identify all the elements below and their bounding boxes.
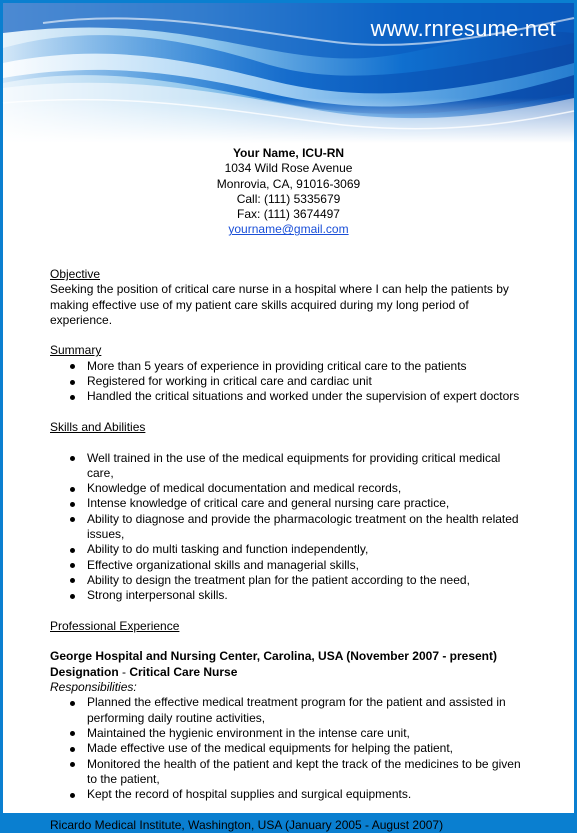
email-link[interactable]: yourname@gmail.com [228, 222, 349, 237]
site-url[interactable]: www.rnresume.net [370, 16, 556, 41]
responsibilities-list [50, 695, 530, 802]
list-item: Handled the critical situations and worked under the supervision of expert doctors [87, 389, 530, 404]
responsibilities-label: Responsibilities: [50, 680, 137, 695]
summary-heading: Summary [50, 343, 102, 358]
list-item: Ability to do multi tasking and function independently, [87, 542, 530, 557]
list-item: Ability to design the treatment plan for the patient according to the need, [87, 573, 530, 588]
objective-heading: Objective [50, 267, 101, 281]
job-designation-line [50, 665, 530, 680]
experience-heading: Professional Experience [50, 618, 180, 633]
list-item: Ability to diagnose and provide the pharmacologic treatment on the health related issues, [87, 512, 530, 543]
skills-list [50, 451, 530, 604]
list-item: Effective organizational skills and managerial skills, [87, 558, 530, 573]
designation-value: Critical Care Nurse [129, 664, 238, 679]
list-item: Registered for working in critical care and cardiac unit [87, 374, 530, 389]
resume-page [3, 3, 574, 832]
designation-separator: - [118, 664, 130, 679]
list-item: More than 5 years of experience in providing critical care to the patients [87, 359, 530, 374]
list-item: Strong interpersonal skills. [87, 588, 530, 603]
skills-heading: Skills and Abilities [50, 419, 146, 434]
job-employer: Ricardo Medical Institute, Washington, USA (January 2005 - August 2007) [50, 817, 444, 832]
list-item: Monitored the health of the patient and kept the track of the medicines to be given to the patient, [87, 757, 530, 788]
header-banner [3, 3, 574, 143]
list-item: Knowledge of medical documentation and medical records, [87, 481, 530, 496]
candidate-name: Your Name, ICU-RN [232, 146, 345, 160]
resume-body [50, 267, 530, 833]
list-item: Well trained in the use of the medical equipments for providing critical medical care, [87, 451, 530, 482]
list-item: Planned the effective medical treatment program for the patient and assisted in performing daily routine activities, [87, 695, 530, 726]
list-item: Maintained the hygienic environment in the intense care unit, [87, 726, 530, 741]
designation-label: Designation [50, 664, 119, 679]
objective-text: Seeking the position of critical care nurse in a hospital where I can help the patients by making effective use of my patient care skills acquired during my long period of experience. [50, 282, 509, 327]
list-item: Made effective use of the medical equipments for helping the patient, [87, 741, 530, 756]
fax-line: Fax: (111) 3674497 [237, 207, 340, 222]
address-line: 1034 Wild Rose Avenue [224, 161, 353, 176]
job-employer: George Hospital and Nursing Center, Carolina, USA (November 2007 - present) [50, 649, 497, 664]
list-item: Intense knowledge of critical care and general nursing care practice, [87, 496, 530, 511]
list-item: Kept the record of hospital supplies and surgical equipments. [87, 787, 530, 802]
phone-line: Call: (111) 5335679 [236, 191, 341, 206]
summary-list [50, 359, 530, 405]
contact-block [3, 146, 574, 238]
city-line: Monrovia, CA, 91016-3069 [216, 176, 361, 191]
